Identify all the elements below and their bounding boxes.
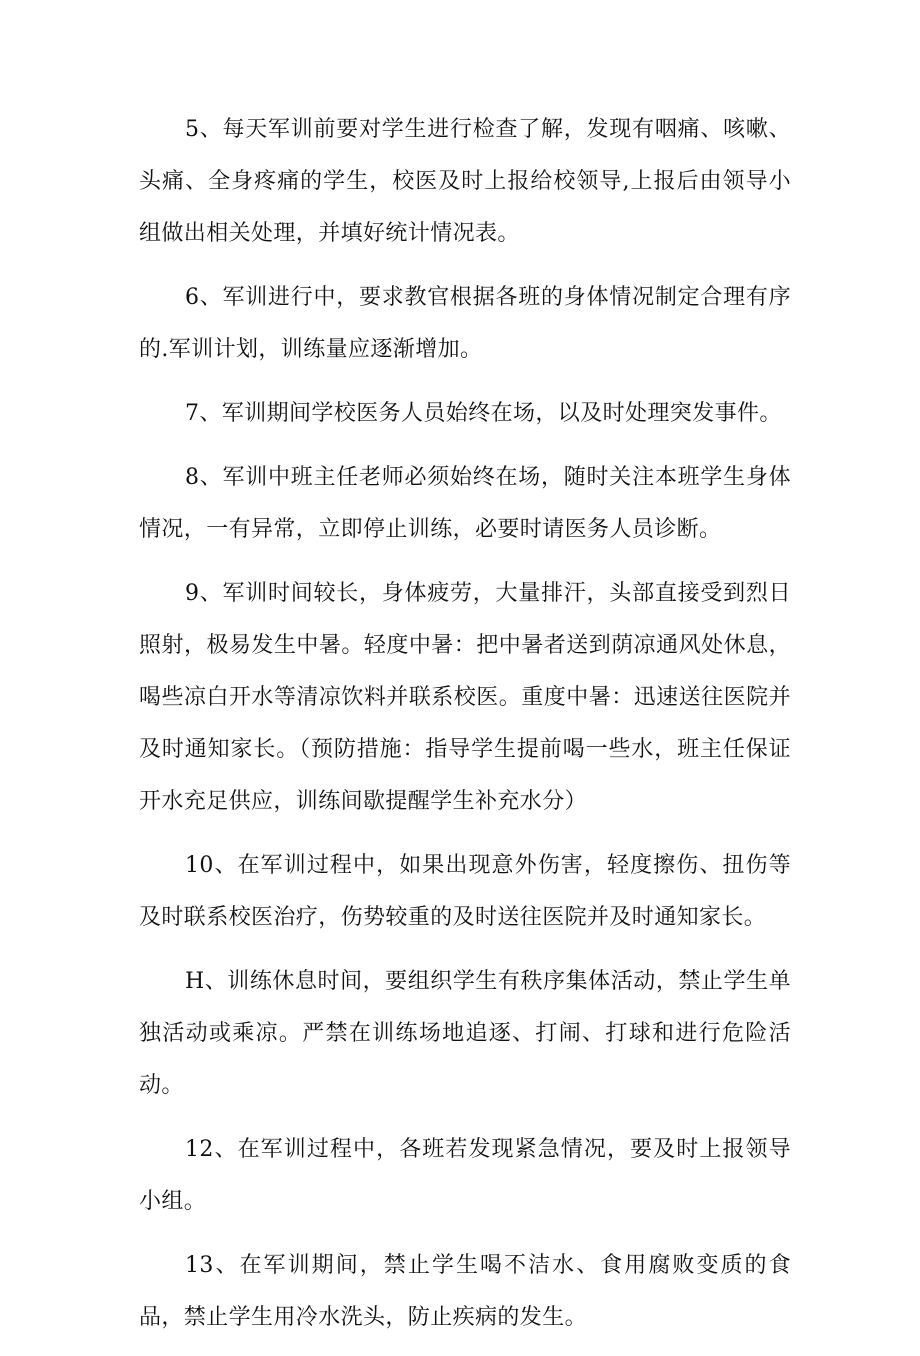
paragraph-item-8: 8、军训中班主任老师必须始终在场，随时关注本班学生身体情况，一有异常，立即停止训练，必要时请医务人员诊断。 — [139, 465, 791, 542]
paragraph-item-5: 5、每天军训前要对学生进行检查了解，发现有咽痛、咳嗽、头痛、全身疼痛的学生，校医及时上报给校领导,上报后由领导小组做出相关处理，并填好统计情况表。 — [139, 117, 791, 246]
paragraph-item-6: 6、军训进行中，要求教官根据各班的身体情况制定合理有序的.军训计划，训练量应逐渐增加。 — [139, 285, 791, 362]
paragraph-item-12: 12、在军训过程中，各班若发现紧急情况，要及时上报领导小组。 — [139, 1137, 791, 1214]
document-body — [139, 104, 791, 1356]
paragraph-item-10: 10、在军训过程中，如果出现意外伤害，轻度擦伤、扭伤等及时联系校医治疗，伤势较重的及时送往医院并及时通知家长。 — [139, 853, 791, 930]
paragraph-item-7: 7、军训期间学校医务人员始终在场，以及时处理突发事件。 — [185, 401, 782, 426]
paragraph-item-13: 13、在军训期间，禁止学生喝不洁水、食用腐败变质的食品，禁止学生用冷水洗头，防止疾病的发生。 — [139, 1253, 791, 1330]
paragraph-item-9: 9、军训时间较长，身体疲劳，大量排汗，头部直接受到烈日照射，极易发生中暑。轻度中暑：把中暑者送到荫凉通风处休息，喝些凉白开水等清凉饮料并联系校医。重度中暑：迅速送往医院并及时通知家长。（预防措施：指导学生提前喝一些水，班主任保证开水充足供应，训练间歇提醒学生补充水分） — [139, 581, 791, 814]
paragraph-item-11: H、训练休息时间，要组织学生有秩序集体活动，禁止学生单独活动或乘凉。严禁在训练场地追逐、打闹、打球和进行危险活动。 — [139, 969, 791, 1098]
